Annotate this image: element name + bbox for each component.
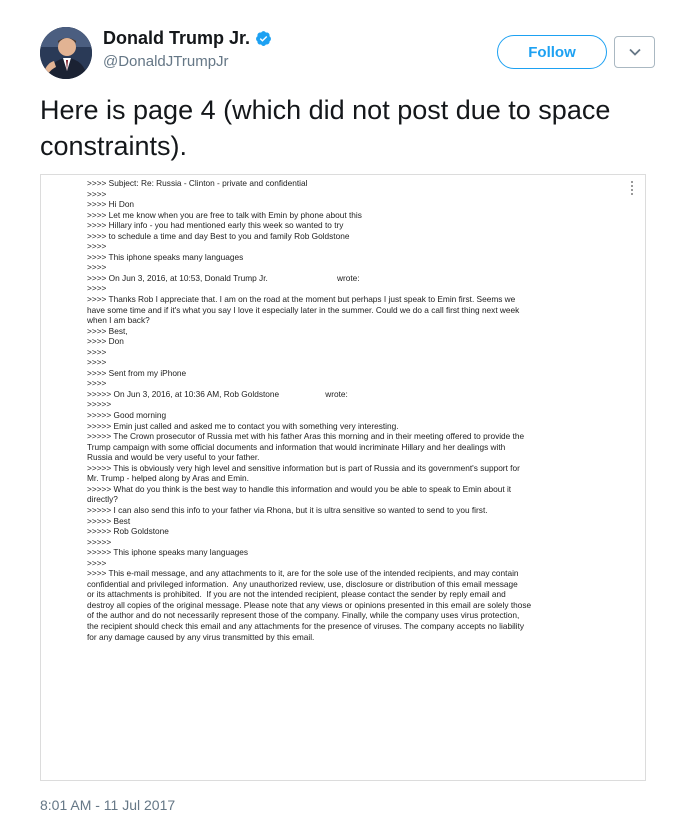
email-line: >>>> — [87, 557, 107, 568]
email-line: >>>> Hi Don — [87, 199, 135, 210]
email-line: >>>>> I can also send this info to your father via Rhona, but it is ultra sensitive so wanted to send to you first. — [87, 504, 488, 515]
email-text — [87, 178, 627, 642]
email-line: the recipient should check this email and any attachments for the presence of viruses. The company accepts no liability — [87, 620, 525, 631]
email-line: >>>> — [87, 188, 107, 199]
tweet-timestamp[interactable]: 8:01 AM - 11 Jul 2017 — [40, 797, 176, 813]
email-line: >>>> Hillary info - you had mentioned early this week so wanted to try — [87, 220, 344, 231]
email-line: have some time and if it's what you say I love it especially later in the summer. Could we do a call first thing next week — [87, 304, 520, 315]
verified-badge-icon — [255, 30, 272, 47]
email-line: >>>>> What do you think is the best way to handle this information and would you be able to speak to Emin about it — [87, 483, 512, 494]
email-line: >>>> On Jun 3, 2016, at 10:53, Donald Trump Jr. wrote: — [87, 272, 360, 283]
email-line: >>>> — [87, 346, 107, 357]
avatar[interactable] — [40, 27, 92, 79]
email-line: when I am back? — [87, 315, 150, 326]
email-line: >>>> This e-mail message, and any attachments to it, are for the sole use of the intended recipients, and may contain — [87, 568, 519, 579]
email-line: for any damage caused by any virus transmitted by this email. — [87, 631, 315, 642]
follow-button[interactable]: Follow — [497, 35, 607, 69]
email-line: of the author and do not necessarily represent those of the company. Finally, while the company uses virus protection, — [87, 610, 520, 621]
email-line: >>>> Best, — [87, 325, 128, 336]
email-line: >>>>> Best — [87, 515, 131, 526]
email-line: >>>>> Emin just called and asked me to contact you with something very interesting. — [87, 420, 399, 431]
avatar-image — [40, 27, 92, 79]
email-line: Mr. Trump - helped along by Aras and Emin. — [87, 473, 249, 484]
email-line: >>>>> The Crown prosecutor of Russia met with his father Aras this morning and in their meeting offered to provide the — [87, 431, 525, 442]
email-line: >>>>> Rob Goldstone — [87, 526, 169, 537]
email-line: >>>> Subject: Re: Russia - Clinton - private and confidential — [87, 178, 308, 188]
email-line: >>>> Sent from my iPhone — [87, 367, 187, 378]
email-line: >>>>> On Jun 3, 2016, at 10:36 AM, Rob Goldstone wrote: — [87, 388, 348, 399]
email-line: >>>> Don — [87, 336, 124, 347]
email-line: >>>>> Good morning — [87, 410, 167, 421]
email-line: or its attachments is prohibited. If you are not the intended recipient, please contact the sender by reply email and — [87, 589, 506, 600]
email-line: >>>>> — [87, 399, 112, 410]
email-line: destroy all copies of the original message. Please note that any views or opinions presented in this email are solely those — [87, 599, 532, 610]
tweet-text: Here is page 4 (which did not post due to space constraints). — [40, 95, 611, 161]
email-line: directly? — [87, 494, 118, 505]
email-line: >>>> — [87, 283, 107, 294]
scroll-indicator — [631, 181, 635, 195]
email-line: Russia and would be very useful to your father. — [87, 452, 260, 463]
email-line: Trump campaign with some official documents and information that would incriminate Hillary and her dealings with — [87, 441, 506, 452]
email-line: >>>> Let me know when you are free to talk with Emin by phone about this — [87, 209, 362, 220]
email-line: >>>> — [87, 378, 107, 389]
email-line: >>>> — [87, 262, 107, 273]
email-line: confidential and privileged information. Any unauthorized review, use, disclosure or distribution of this email message — [87, 578, 518, 589]
more-options-button[interactable] — [614, 36, 655, 68]
email-line: >>>> This iphone speaks many languages — [87, 251, 244, 262]
email-line: >>>> to schedule a time and day Best to you and family Rob Goldstone — [87, 230, 350, 241]
email-line: >>>> Thanks Rob I appreciate that. I am on the road at the moment but perhaps I just speak to Emin first. Seems we — [87, 294, 516, 305]
author-name[interactable]: Donald Trump Jr. — [103, 28, 251, 48]
email-line: >>>> — [87, 357, 107, 368]
chevron-down-icon — [629, 48, 641, 56]
email-line: >>>> — [87, 241, 107, 252]
author-name-row[interactable] — [103, 28, 272, 49]
author-handle[interactable]: @DonaldJTrumpJr — [103, 53, 229, 70]
email-line: >>>>> — [87, 536, 112, 547]
attached-email-image[interactable] — [40, 174, 646, 781]
email-line: >>>>> This iphone speaks many languages — [87, 547, 249, 558]
email-line: >>>>> This is obviously very high level and sensitive information but is part of Russia and its government's support for — [87, 462, 520, 473]
